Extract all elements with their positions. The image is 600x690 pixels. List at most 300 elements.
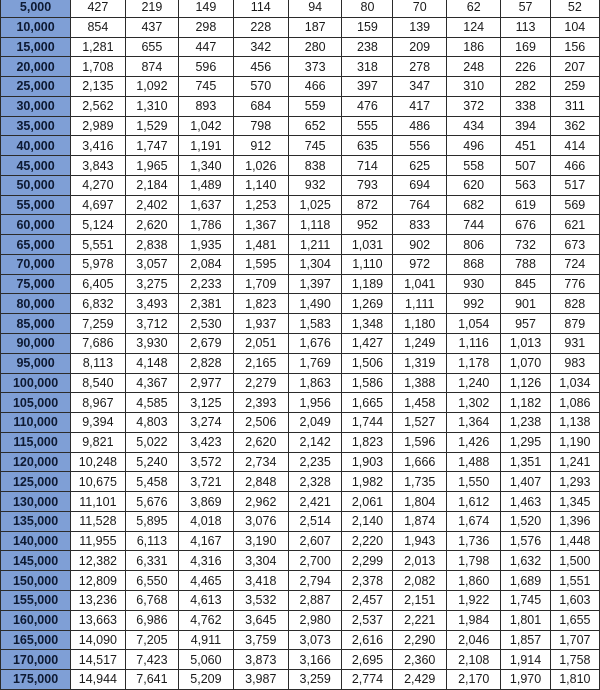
value-cell[interactable]: 1,758 — [550, 650, 599, 670]
value-cell[interactable]: 1,500 — [550, 551, 599, 571]
value-cell[interactable]: 2,184 — [125, 175, 179, 195]
value-cell[interactable]: 1,655 — [550, 610, 599, 630]
value-cell[interactable]: 159 — [342, 17, 393, 37]
value-cell[interactable]: 139 — [393, 17, 447, 37]
value-cell[interactable]: 10,675 — [71, 472, 126, 492]
row-key-cell[interactable]: 120,000 — [1, 452, 71, 472]
value-cell[interactable]: 1,190 — [550, 432, 599, 452]
value-cell[interactable]: 1,745 — [501, 590, 550, 610]
value-cell[interactable]: 2,429 — [393, 670, 447, 690]
value-cell[interactable]: 209 — [393, 37, 447, 57]
value-cell[interactable]: 2,774 — [342, 670, 393, 690]
value-cell[interactable]: 4,367 — [125, 373, 179, 393]
value-cell[interactable]: 4,613 — [179, 590, 233, 610]
value-cell[interactable]: 1,427 — [342, 334, 393, 354]
value-cell[interactable]: 828 — [550, 294, 599, 314]
value-cell[interactable]: 569 — [550, 195, 599, 215]
value-cell[interactable]: 1,092 — [125, 77, 179, 97]
value-cell[interactable]: 1,042 — [179, 116, 233, 136]
value-cell[interactable]: 1,481 — [233, 235, 288, 255]
value-cell[interactable]: 1,707 — [550, 630, 599, 650]
value-cell[interactable]: 5,895 — [125, 511, 179, 531]
value-cell[interactable]: 793 — [342, 175, 393, 195]
value-cell[interactable]: 4,018 — [179, 511, 233, 531]
value-cell[interactable]: 2,620 — [233, 432, 288, 452]
value-cell[interactable]: 3,572 — [179, 452, 233, 472]
value-cell[interactable]: 684 — [233, 96, 288, 116]
value-cell[interactable]: 362 — [550, 116, 599, 136]
value-cell[interactable]: 2,279 — [233, 373, 288, 393]
value-cell[interactable]: 1,922 — [447, 590, 501, 610]
value-cell[interactable]: 833 — [393, 215, 447, 235]
row-key-cell[interactable]: 85,000 — [1, 314, 71, 334]
value-cell[interactable]: 874 — [125, 57, 179, 77]
row-key-cell[interactable]: 135,000 — [1, 511, 71, 531]
value-cell[interactable]: 2,848 — [233, 472, 288, 492]
row-key-cell[interactable]: 150,000 — [1, 571, 71, 591]
value-cell[interactable]: 1,665 — [342, 393, 393, 413]
value-cell[interactable]: 3,930 — [125, 334, 179, 354]
row-key-cell[interactable]: 75,000 — [1, 274, 71, 294]
value-cell[interactable]: 872 — [342, 195, 393, 215]
row-key-cell[interactable]: 125,000 — [1, 472, 71, 492]
value-cell[interactable]: 6,768 — [125, 590, 179, 610]
value-cell[interactable]: 1,786 — [179, 215, 233, 235]
value-cell[interactable]: 1,269 — [342, 294, 393, 314]
value-cell[interactable]: 2,977 — [179, 373, 233, 393]
value-cell[interactable]: 1,249 — [393, 334, 447, 354]
value-cell[interactable]: 1,769 — [288, 353, 342, 373]
value-cell[interactable]: 207 — [550, 57, 599, 77]
value-cell[interactable]: 1,596 — [393, 432, 447, 452]
value-cell[interactable]: 1,612 — [447, 492, 501, 512]
row-key-cell[interactable]: 165,000 — [1, 630, 71, 650]
value-cell[interactable]: 1,026 — [233, 156, 288, 176]
value-cell[interactable]: 3,125 — [179, 393, 233, 413]
value-cell[interactable]: 1,527 — [393, 413, 447, 433]
value-cell[interactable]: 1,178 — [447, 353, 501, 373]
value-cell[interactable]: 3,987 — [233, 670, 288, 690]
value-cell[interactable]: 12,382 — [71, 551, 126, 571]
value-cell[interactable]: 80 — [342, 0, 393, 17]
value-cell[interactable]: 2,537 — [342, 610, 393, 630]
value-cell[interactable]: 434 — [447, 116, 501, 136]
value-cell[interactable]: 11,955 — [71, 531, 126, 551]
value-cell[interactable]: 5,209 — [179, 670, 233, 690]
row-key-cell[interactable]: 35,000 — [1, 116, 71, 136]
value-cell[interactable]: 4,585 — [125, 393, 179, 413]
value-cell[interactable]: 868 — [447, 254, 501, 274]
value-cell[interactable]: 2,142 — [288, 432, 342, 452]
value-cell[interactable]: 1,191 — [179, 136, 233, 156]
value-cell[interactable]: 1,302 — [447, 393, 501, 413]
value-cell[interactable]: 3,057 — [125, 254, 179, 274]
value-cell[interactable]: 1,529 — [125, 116, 179, 136]
value-cell[interactable]: 1,488 — [447, 452, 501, 472]
value-cell[interactable]: 1,489 — [179, 175, 233, 195]
value-cell[interactable]: 1,281 — [71, 37, 126, 57]
value-cell[interactable]: 1,551 — [550, 571, 599, 591]
row-key-cell[interactable]: 175,000 — [1, 670, 71, 690]
value-cell[interactable]: 394 — [501, 116, 550, 136]
value-cell[interactable]: 3,190 — [233, 531, 288, 551]
value-cell[interactable]: 14,517 — [71, 650, 126, 670]
row-key-cell[interactable]: 15,000 — [1, 37, 71, 57]
value-cell[interactable]: 1,031 — [342, 235, 393, 255]
value-cell[interactable]: 3,416 — [71, 136, 126, 156]
value-cell[interactable]: 764 — [393, 195, 447, 215]
value-cell[interactable]: 893 — [179, 96, 233, 116]
value-cell[interactable]: 373 — [288, 57, 342, 77]
value-cell[interactable]: 972 — [393, 254, 447, 274]
value-cell[interactable]: 2,828 — [179, 353, 233, 373]
value-cell[interactable]: 1,458 — [393, 393, 447, 413]
value-cell[interactable]: 3,843 — [71, 156, 126, 176]
value-cell[interactable]: 838 — [288, 156, 342, 176]
value-cell[interactable]: 1,034 — [550, 373, 599, 393]
row-key-cell[interactable]: 145,000 — [1, 551, 71, 571]
value-cell[interactable]: 104 — [550, 17, 599, 37]
value-cell[interactable]: 1,025 — [288, 195, 342, 215]
value-cell[interactable]: 1,490 — [288, 294, 342, 314]
value-cell[interactable]: 555 — [342, 116, 393, 136]
value-cell[interactable]: 1,583 — [288, 314, 342, 334]
value-cell[interactable]: 930 — [447, 274, 501, 294]
value-cell[interactable]: 4,167 — [179, 531, 233, 551]
value-cell[interactable]: 570 — [233, 77, 288, 97]
value-cell[interactable]: 1,823 — [233, 294, 288, 314]
value-cell[interactable]: 4,762 — [179, 610, 233, 630]
value-cell[interactable]: 1,295 — [501, 432, 550, 452]
value-cell[interactable]: 2,299 — [342, 551, 393, 571]
value-cell[interactable]: 6,832 — [71, 294, 126, 314]
value-cell[interactable]: 6,331 — [125, 551, 179, 571]
value-cell[interactable]: 2,562 — [71, 96, 126, 116]
value-cell[interactable]: 694 — [393, 175, 447, 195]
value-cell[interactable]: 2,887 — [288, 590, 342, 610]
value-cell[interactable]: 186 — [447, 37, 501, 57]
value-cell[interactable]: 1,914 — [501, 650, 550, 670]
row-key-cell[interactable]: 170,000 — [1, 650, 71, 670]
value-cell[interactable]: 1,747 — [125, 136, 179, 156]
value-cell[interactable]: 2,530 — [179, 314, 233, 334]
value-cell[interactable]: 682 — [447, 195, 501, 215]
value-cell[interactable]: 2,233 — [179, 274, 233, 294]
value-cell[interactable]: 476 — [342, 96, 393, 116]
value-cell[interactable]: 1,367 — [233, 215, 288, 235]
value-cell[interactable]: 1,238 — [501, 413, 550, 433]
value-cell[interactable]: 788 — [501, 254, 550, 274]
value-cell[interactable]: 70 — [393, 0, 447, 17]
value-cell[interactable]: 4,270 — [71, 175, 126, 195]
value-cell[interactable]: 798 — [233, 116, 288, 136]
value-cell[interactable]: 2,135 — [71, 77, 126, 97]
value-cell[interactable]: 2,140 — [342, 511, 393, 531]
value-cell[interactable]: 5,551 — [71, 235, 126, 255]
value-cell[interactable]: 854 — [71, 17, 126, 37]
value-cell[interactable]: 6,550 — [125, 571, 179, 591]
value-cell[interactable]: 169 — [501, 37, 550, 57]
value-cell[interactable]: 1,348 — [342, 314, 393, 334]
value-cell[interactable]: 1,138 — [550, 413, 599, 433]
value-cell[interactable]: 957 — [501, 314, 550, 334]
value-cell[interactable]: 2,679 — [179, 334, 233, 354]
value-cell[interactable]: 745 — [179, 77, 233, 97]
value-cell[interactable]: 2,700 — [288, 551, 342, 571]
value-cell[interactable]: 456 — [233, 57, 288, 77]
value-cell[interactable]: 1,448 — [550, 531, 599, 551]
value-cell[interactable]: 6,986 — [125, 610, 179, 630]
value-cell[interactable]: 879 — [550, 314, 599, 334]
value-cell[interactable]: 2,393 — [233, 393, 288, 413]
value-cell[interactable]: 983 — [550, 353, 599, 373]
value-cell[interactable]: 1,426 — [447, 432, 501, 452]
value-cell[interactable]: 149 — [179, 0, 233, 17]
value-cell[interactable]: 4,697 — [71, 195, 126, 215]
row-key-cell[interactable]: 110,000 — [1, 413, 71, 433]
value-cell[interactable]: 912 — [233, 136, 288, 156]
value-cell[interactable]: 6,113 — [125, 531, 179, 551]
value-cell[interactable]: 1,632 — [501, 551, 550, 571]
value-cell[interactable]: 673 — [550, 235, 599, 255]
value-cell[interactable]: 427 — [71, 0, 126, 17]
row-key-cell[interactable]: 95,000 — [1, 353, 71, 373]
value-cell[interactable]: 5,676 — [125, 492, 179, 512]
value-cell[interactable]: 417 — [393, 96, 447, 116]
row-key-cell[interactable]: 50,000 — [1, 175, 71, 195]
value-cell[interactable]: 3,259 — [288, 670, 342, 690]
value-cell[interactable]: 1,903 — [342, 452, 393, 472]
value-cell[interactable]: 1,804 — [393, 492, 447, 512]
value-cell[interactable]: 1,118 — [288, 215, 342, 235]
value-cell[interactable]: 1,798 — [447, 551, 501, 571]
value-cell[interactable]: 94 — [288, 0, 342, 17]
value-cell[interactable]: 621 — [550, 215, 599, 235]
value-cell[interactable]: 1,860 — [447, 571, 501, 591]
value-cell[interactable]: 1,407 — [501, 472, 550, 492]
value-cell[interactable]: 1,801 — [501, 610, 550, 630]
value-cell[interactable]: 952 — [342, 215, 393, 235]
value-cell[interactable]: 1,041 — [393, 274, 447, 294]
value-cell[interactable]: 3,274 — [179, 413, 233, 433]
value-cell[interactable]: 1,810 — [550, 670, 599, 690]
value-cell[interactable]: 1,874 — [393, 511, 447, 531]
value-cell[interactable]: 2,165 — [233, 353, 288, 373]
value-cell[interactable]: 2,170 — [447, 670, 501, 690]
value-cell[interactable]: 931 — [550, 334, 599, 354]
value-cell[interactable]: 12,809 — [71, 571, 126, 591]
value-cell[interactable]: 8,967 — [71, 393, 126, 413]
value-cell[interactable]: 655 — [125, 37, 179, 57]
value-cell[interactable]: 2,013 — [393, 551, 447, 571]
value-cell[interactable]: 625 — [393, 156, 447, 176]
value-cell[interactable]: 3,873 — [233, 650, 288, 670]
value-cell[interactable]: 1,111 — [393, 294, 447, 314]
value-cell[interactable]: 486 — [393, 116, 447, 136]
value-cell[interactable]: 1,676 — [288, 334, 342, 354]
value-cell[interactable]: 2,108 — [447, 650, 501, 670]
value-cell[interactable]: 1,736 — [447, 531, 501, 551]
value-cell[interactable]: 1,863 — [288, 373, 342, 393]
value-cell[interactable]: 342 — [233, 37, 288, 57]
value-cell[interactable]: 2,220 — [342, 531, 393, 551]
value-cell[interactable]: 1,744 — [342, 413, 393, 433]
value-cell[interactable]: 1,965 — [125, 156, 179, 176]
value-cell[interactable]: 280 — [288, 37, 342, 57]
value-cell[interactable]: 52 — [550, 0, 599, 17]
value-cell[interactable]: 1,013 — [501, 334, 550, 354]
value-cell[interactable]: 2,328 — [288, 472, 342, 492]
value-cell[interactable]: 4,148 — [125, 353, 179, 373]
value-cell[interactable]: 1,708 — [71, 57, 126, 77]
row-key-cell[interactable]: 90,000 — [1, 334, 71, 354]
value-cell[interactable]: 2,962 — [233, 492, 288, 512]
value-cell[interactable]: 1,388 — [393, 373, 447, 393]
value-cell[interactable]: 1,463 — [501, 492, 550, 512]
value-cell[interactable]: 447 — [179, 37, 233, 57]
value-cell[interactable]: 2,695 — [342, 650, 393, 670]
value-cell[interactable]: 1,364 — [447, 413, 501, 433]
value-cell[interactable]: 1,982 — [342, 472, 393, 492]
value-cell[interactable]: 4,316 — [179, 551, 233, 571]
value-cell[interactable]: 1,351 — [501, 452, 550, 472]
value-cell[interactable]: 1,709 — [233, 274, 288, 294]
value-cell[interactable]: 2,734 — [233, 452, 288, 472]
value-cell[interactable]: 1,397 — [288, 274, 342, 294]
value-cell[interactable]: 676 — [501, 215, 550, 235]
value-cell[interactable]: 1,550 — [447, 472, 501, 492]
value-cell[interactable]: 2,616 — [342, 630, 393, 650]
row-key-cell[interactable]: 55,000 — [1, 195, 71, 215]
value-cell[interactable]: 3,759 — [233, 630, 288, 650]
value-cell[interactable]: 3,073 — [288, 630, 342, 650]
value-cell[interactable]: 397 — [342, 77, 393, 97]
value-cell[interactable]: 1,943 — [393, 531, 447, 551]
value-cell[interactable]: 1,240 — [447, 373, 501, 393]
value-cell[interactable]: 3,304 — [233, 551, 288, 571]
value-cell[interactable]: 62 — [447, 0, 501, 17]
value-cell[interactable]: 347 — [393, 77, 447, 97]
value-cell[interactable]: 744 — [447, 215, 501, 235]
value-cell[interactable]: 282 — [501, 77, 550, 97]
value-cell[interactable]: 1,586 — [342, 373, 393, 393]
value-cell[interactable]: 248 — [447, 57, 501, 77]
value-cell[interactable]: 1,506 — [342, 353, 393, 373]
value-cell[interactable]: 5,458 — [125, 472, 179, 492]
value-cell[interactable]: 3,423 — [179, 432, 233, 452]
value-cell[interactable]: 1,345 — [550, 492, 599, 512]
value-cell[interactable]: 3,645 — [233, 610, 288, 630]
value-cell[interactable]: 2,151 — [393, 590, 447, 610]
value-cell[interactable]: 1,576 — [501, 531, 550, 551]
value-cell[interactable]: 1,180 — [393, 314, 447, 334]
value-cell[interactable]: 228 — [233, 17, 288, 37]
value-cell[interactable]: 1,674 — [447, 511, 501, 531]
row-key-cell[interactable]: 40,000 — [1, 136, 71, 156]
value-cell[interactable]: 13,663 — [71, 610, 126, 630]
value-cell[interactable]: 1,054 — [447, 314, 501, 334]
value-cell[interactable]: 318 — [342, 57, 393, 77]
value-cell[interactable]: 3,418 — [233, 571, 288, 591]
value-cell[interactable]: 1,937 — [233, 314, 288, 334]
value-cell[interactable]: 5,022 — [125, 432, 179, 452]
row-key-cell[interactable]: 60,000 — [1, 215, 71, 235]
value-cell[interactable]: 9,394 — [71, 413, 126, 433]
value-cell[interactable]: 1,637 — [179, 195, 233, 215]
value-cell[interactable]: 724 — [550, 254, 599, 274]
value-cell[interactable]: 1,595 — [233, 254, 288, 274]
value-cell[interactable]: 11,528 — [71, 511, 126, 531]
row-key-cell[interactable]: 160,000 — [1, 610, 71, 630]
value-cell[interactable]: 7,259 — [71, 314, 126, 334]
value-cell[interactable]: 1,293 — [550, 472, 599, 492]
value-cell[interactable]: 596 — [179, 57, 233, 77]
value-cell[interactable]: 2,794 — [288, 571, 342, 591]
value-cell[interactable]: 259 — [550, 77, 599, 97]
value-cell[interactable]: 3,712 — [125, 314, 179, 334]
value-cell[interactable]: 7,205 — [125, 630, 179, 650]
value-cell[interactable]: 1,086 — [550, 393, 599, 413]
value-cell[interactable]: 14,944 — [71, 670, 126, 690]
value-cell[interactable]: 156 — [550, 37, 599, 57]
value-cell[interactable]: 1,110 — [342, 254, 393, 274]
value-cell[interactable]: 1,340 — [179, 156, 233, 176]
value-cell[interactable]: 902 — [393, 235, 447, 255]
value-cell[interactable]: 8,540 — [71, 373, 126, 393]
row-key-cell[interactable]: 80,000 — [1, 294, 71, 314]
value-cell[interactable]: 2,082 — [393, 571, 447, 591]
value-cell[interactable]: 556 — [393, 136, 447, 156]
value-cell[interactable]: 187 — [288, 17, 342, 37]
value-cell[interactable]: 10,248 — [71, 452, 126, 472]
row-key-cell[interactable]: 130,000 — [1, 492, 71, 512]
row-key-cell[interactable]: 25,000 — [1, 77, 71, 97]
value-cell[interactable]: 113 — [501, 17, 550, 37]
value-cell[interactable]: 619 — [501, 195, 550, 215]
value-cell[interactable]: 620 — [447, 175, 501, 195]
value-cell[interactable]: 57 — [501, 0, 550, 17]
value-cell[interactable]: 652 — [288, 116, 342, 136]
value-cell[interactable]: 2,046 — [447, 630, 501, 650]
value-cell[interactable]: 8,113 — [71, 353, 126, 373]
value-cell[interactable]: 437 — [125, 17, 179, 37]
value-cell[interactable]: 2,378 — [342, 571, 393, 591]
value-cell[interactable]: 1,735 — [393, 472, 447, 492]
value-cell[interactable]: 3,532 — [233, 590, 288, 610]
value-cell[interactable]: 298 — [179, 17, 233, 37]
row-key-cell[interactable]: 155,000 — [1, 590, 71, 610]
value-cell[interactable]: 1,396 — [550, 511, 599, 531]
value-cell[interactable]: 992 — [447, 294, 501, 314]
value-cell[interactable]: 806 — [447, 235, 501, 255]
value-cell[interactable]: 7,423 — [125, 650, 179, 670]
value-cell[interactable]: 776 — [550, 274, 599, 294]
row-key-cell[interactable]: 70,000 — [1, 254, 71, 274]
value-cell[interactable]: 1,970 — [501, 670, 550, 690]
value-cell[interactable]: 1,823 — [342, 432, 393, 452]
value-cell[interactable]: 5,240 — [125, 452, 179, 472]
value-cell[interactable]: 2,506 — [233, 413, 288, 433]
value-cell[interactable]: 4,911 — [179, 630, 233, 650]
value-cell[interactable]: 1,241 — [550, 452, 599, 472]
value-cell[interactable]: 2,402 — [125, 195, 179, 215]
row-key-cell[interactable]: 20,000 — [1, 57, 71, 77]
value-cell[interactable]: 3,493 — [125, 294, 179, 314]
value-cell[interactable]: 2,514 — [288, 511, 342, 531]
value-cell[interactable]: 635 — [342, 136, 393, 156]
value-cell[interactable]: 932 — [288, 175, 342, 195]
row-key-cell[interactable]: 140,000 — [1, 531, 71, 551]
